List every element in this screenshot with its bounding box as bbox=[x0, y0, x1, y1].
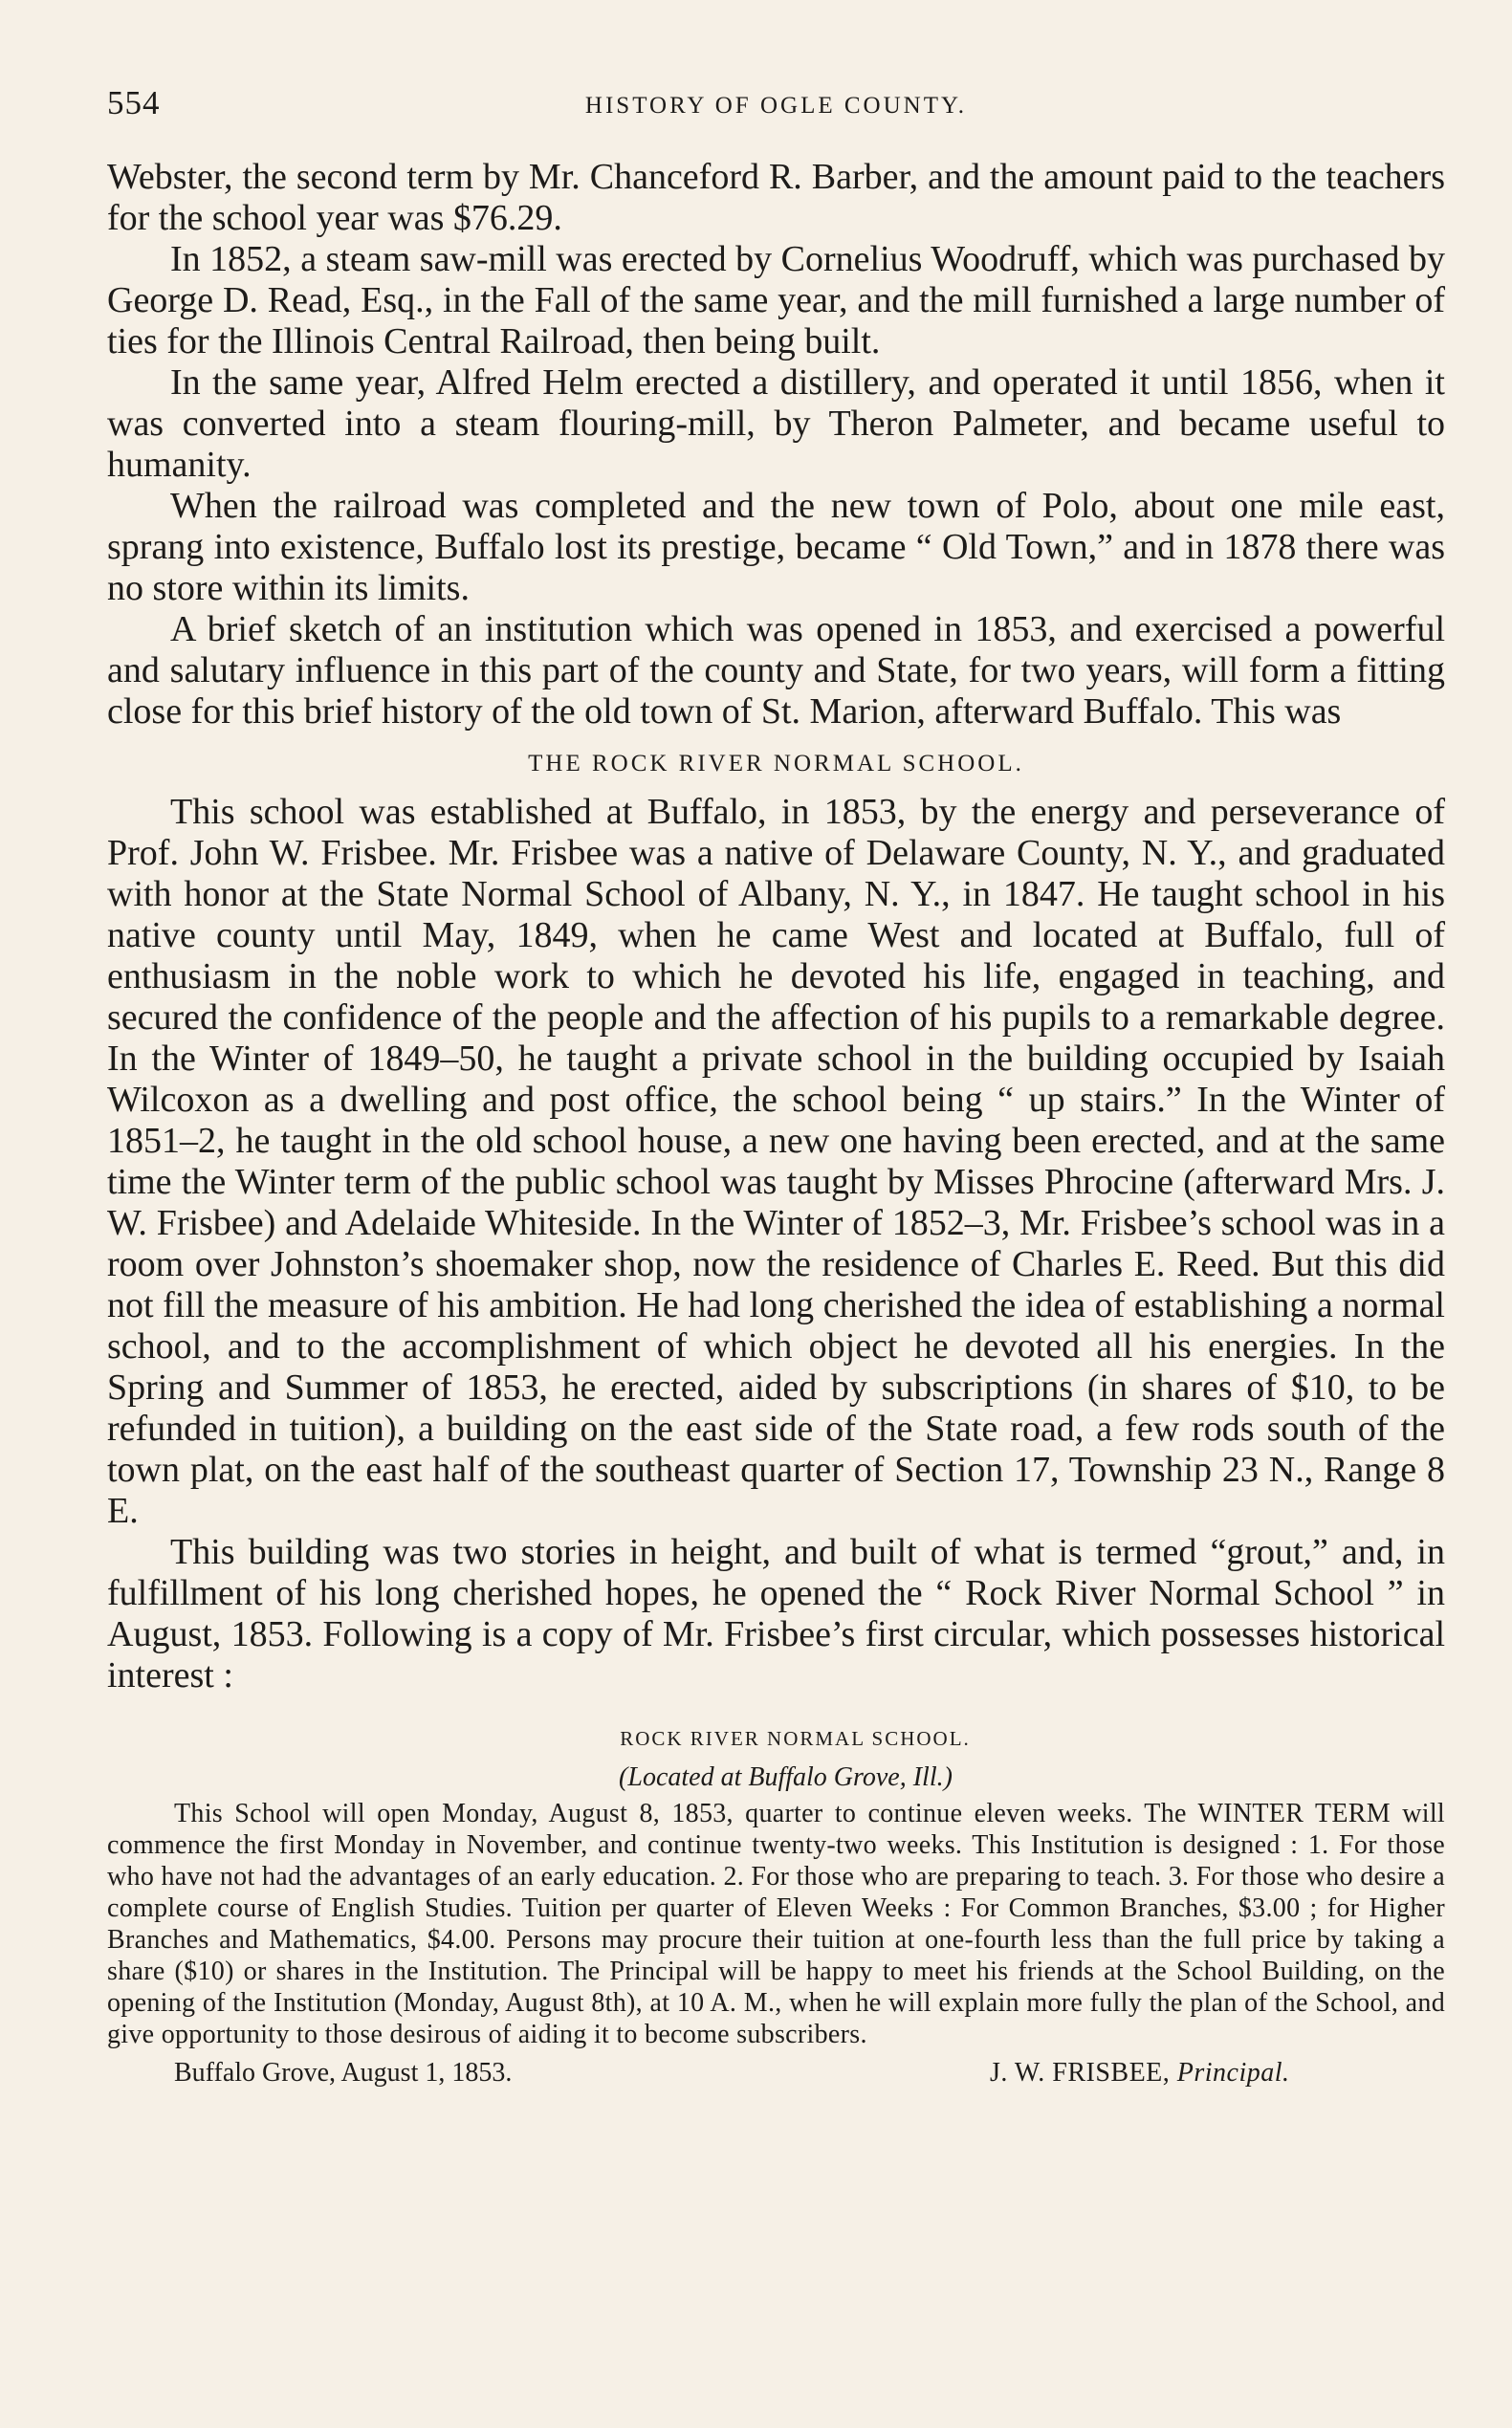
circular-signer-name: J. W. FRISBEE, bbox=[990, 2058, 1171, 2088]
circular-heading: ROCK RIVER NORMAL SCHOOL. bbox=[620, 1727, 971, 1750]
circular-signer-title: Principal. bbox=[1176, 2058, 1290, 2088]
circular-body: This School will open Monday, August 8, 1853, quarter to continue eleven weeks. The WINTER TERM will commence the first Monday in November, and continue twenty-two weeks. This Institution is designed : 1. For those who have not had the advantages of an early education. 2. For those who are preparing to teach. 3. For those who desire a complete course of English Studies. Tuition per quarter of Eleven Weeks : For Common Branches, $3.00 ; for Higher Branches and Mathematics, $4.00. Persons may procure their tuition at one-fourth less than the full price by taking a share ($10) or shares in the Institution. The Principal will be happy to meet his friends at the School Building, on the opening of the Institution (Monday, August 8th), at 10 A. M., when he will explain more fully the plan of the School, and give opportunity to those desirous of aiding it to become subscribers. bbox=[107, 1799, 1445, 2049]
body-paragraph-2: In 1852, a steam saw-mill was erected by Cornelius Woodruff, which was purchased by George D. Read, Esq., in the Fall of the same year, and the mill furnished a large number of ties for the Illinois Central Railroad, then being built. bbox=[107, 239, 1445, 361]
body-paragraph-3: In the same year, Alfred Helm erected a distillery, and operated it until 1856, when it was converted into a steam flouring-mill, by Theron Palmeter, and became useful to humanity. bbox=[107, 362, 1445, 485]
document-body bbox=[107, 157, 1445, 2092]
circular-place-date: Buffalo Grove, August 1, 1853. bbox=[174, 2058, 513, 2088]
circular-signature-line bbox=[107, 2054, 1445, 2092]
school-paragraph-2: This building was two stories in height, and built of what is termed “grout,” and, in fulfillment of his long cherished hopes, he opened the “ Rock River Normal School ” in August, 1853. Following is a copy of Mr. Frisbee’s first circular, which possesses historical interest : bbox=[107, 1532, 1445, 1695]
circular-location: (Located at Buffalo Grove, Ill.) bbox=[619, 1762, 953, 1792]
body-paragraph-1: Webster, the second term by Mr. Chanceford R. Barber, and the amount paid to the teachers for the school year was $76.29. bbox=[107, 157, 1445, 238]
body-paragraph-4: When the railroad was completed and the new town of Polo, about one mile east, sprang into existence, Buffalo lost its prestige, became “ Old Town,” and in 1878 there was no store within its limits. bbox=[107, 486, 1445, 608]
running-head: HISTORY OF OGLE COUNTY. bbox=[584, 93, 968, 119]
section-heading: THE ROCK RIVER NORMAL SCHOOL. bbox=[528, 751, 1024, 777]
body-paragraph-5: A brief sketch of an institution which was opened in 1853, and exercised a powerful and salutary influence in this part of the county and State, for two years, will form a fitting close for this brief history of the old town of St. Marion, afterward Buffalo. This was bbox=[107, 609, 1445, 732]
page-header bbox=[107, 84, 1445, 143]
circular-notice bbox=[107, 1723, 1445, 2092]
circular-signer bbox=[990, 2054, 1290, 2092]
page-number: 554 bbox=[107, 84, 161, 121]
school-paragraph-1: This school was established at Buffalo, in 1853, by the energy and perseverance of Prof. John W. Frisbee. Mr. Frisbee was a native of Delaware County, N. Y., and graduated with honor at the State Normal School of Albany, N. Y., in 1847. He taught school in his native county until May, 1849, when he came West and located at Buffalo, full of enthusiasm in the noble work to which he devoted his life, engaged in teaching, and secured the confidence of the people and the affection of his pupils to a remarkable degree. In the Winter of 1849–50, he taught a private school in the building occupied by Isaiah Wilcoxon as a dwelling and post office, the school being “ up stairs.” In the Winter of 1851–2, he taught in the old school house, a new one having been erected, and at the same time the Winter term of the public school was taught by Misses Phrocine (afterward Mrs. J. W. Frisbee) and Adelaide Whiteside. In the Winter of 1852–3, Mr. Frisbee’s school was in a room over Johnston’s shoemaker shop, now the residence of Charles E. Reed. But this did not fill the measure of his ambition. He had long cherished the idea of establishing a normal school, and to the accomplishment of which object he devoted all his energies. In the Spring and Summer of 1853, he erected, aided by subscriptions (in shares of $10, to be refunded in tuition), a building on the east side of the State road, a few rods south of the town plat, on the east half of the southeast quarter of Section 17, Township 23 N., Range 8 E. bbox=[107, 792, 1445, 1531]
